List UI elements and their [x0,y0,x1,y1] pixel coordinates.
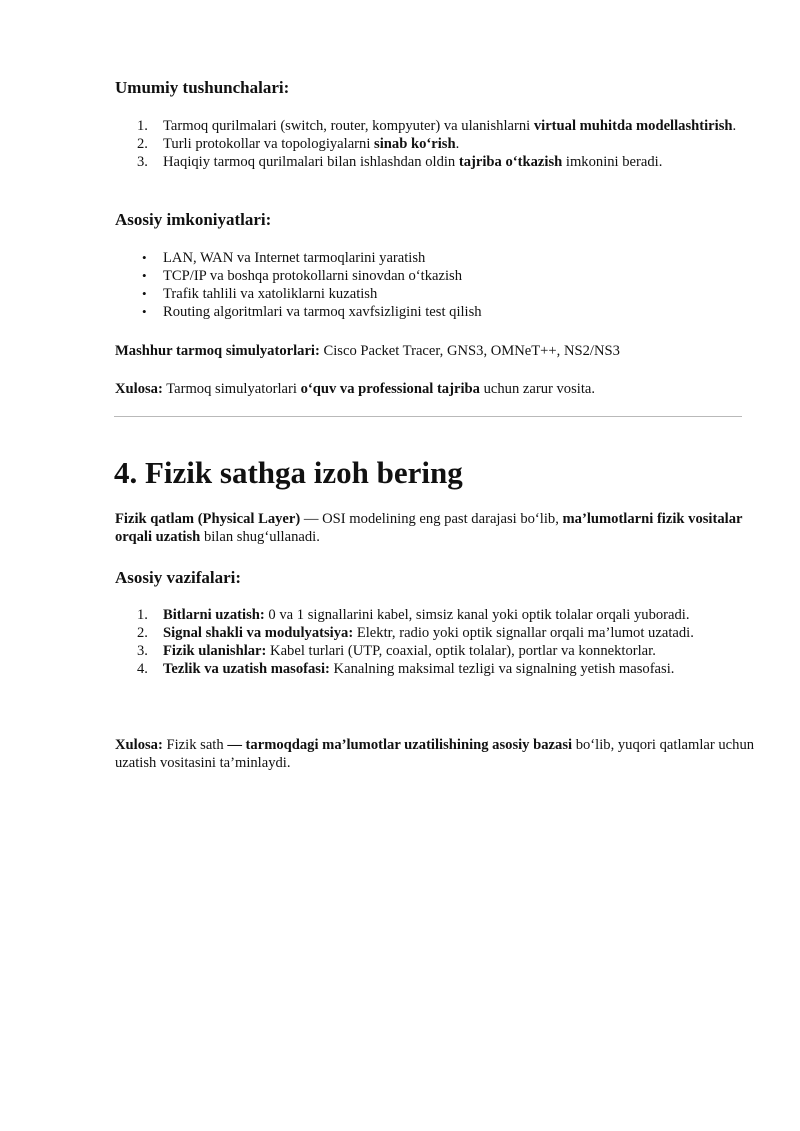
list-item [115,117,755,135]
bullet-text: Trafik tahlili va xatoliklarni kuzatish [163,286,378,302]
intro-bold-term: Fizik qatlam (Physical Layer) [115,511,301,527]
list-text: Haqiqiy tarmoq qurilmalari bilan ishlashdan oldin [163,154,459,170]
horizontal-divider [114,416,742,417]
conclusion-text-end: bo‘lib, yuqori qatlamlar uchun uzatish vositasini ta’minlaydi. [115,737,755,771]
list-text-end: imkonini beradi. [562,154,663,170]
list-item [115,642,755,660]
list-number: 4. [137,661,148,677]
list-text-end: . [455,136,460,152]
list-bold-text: tajriba o‘tkazish [458,154,563,170]
bullet-marker: • [142,286,147,301]
task-text: 0 va 1 signallarini kabel, simsiz kanal yoki optik tolalar orqali yuboradi. [264,607,690,623]
capabilities-list [115,249,755,321]
section-heading-main-tasks: Asosiy vazifalari: [115,568,242,587]
conclusion-label: Xulosa: [115,381,163,397]
list-number: 2. [137,136,148,152]
task-text: Kanalning maksimal tezligi va signalning yetish masofasi. [329,661,675,677]
list-text: Turli protokollar va topologiyalarni [163,136,375,152]
bullet-text: TCP/IP va boshqa protokollarni sinovdan o‘tkazish [163,268,463,284]
intro-text: — OSI modelining eng past darajasi bo‘lib, [300,511,563,527]
conclusion-text-end: uchun zarur vosita. [479,381,596,397]
list-number: 1. [137,118,148,134]
conclusion-text: Fizik sath [162,737,228,753]
task-text: Kabel turlari (UTP, coaxial, optik tolalar), portlar va konnektorlar. [266,643,656,659]
bullet-item [115,303,755,321]
list-number: 3. [137,154,148,170]
list-item [115,606,755,624]
intro-text-end: bilan shug‘ullanadi. [200,529,320,545]
simulators-text: Cisco Packet Tracer, GNS3, OMNeT++, NS2/NS3 [319,343,620,359]
conclusion-text: Tarmoq simulyatorlari [162,381,301,397]
bullet-item [115,267,755,285]
main-tasks-list [115,606,755,678]
list-item [115,135,755,153]
section-heading-general-concepts: Umumiy tushunchalari: [115,78,290,97]
bullet-text: LAN, WAN va Internet tarmoqlarini yaratish [163,250,426,266]
conclusion-label: Xulosa: [115,737,163,753]
task-label: Fizik ulanishlar: [163,643,267,659]
list-item [115,660,755,678]
bullet-marker: • [142,250,147,265]
bullet-marker: • [142,304,147,319]
task-label: Tezlik va uzatish masofasi: [163,661,330,677]
list-number: 1. [137,607,148,623]
task-label: Bitlarni uzatish: [163,607,265,623]
simulators-paragraph [115,342,755,360]
list-text-end: . [732,118,737,134]
list-item [115,624,755,642]
task-text: Elektr, radio yoki optik signallar orqali ma’lumot uzatadi. [353,625,694,641]
physical-layer-intro [115,510,755,546]
list-bold-text: sinab ko‘rish [374,136,456,152]
section-title-physical-layer: 4. Fizik sathga izoh bering [114,455,463,490]
bullet-text: Routing algoritmlari va tarmoq xavfsizligini test qilish [163,304,482,320]
conclusion-bold-text: o‘quv va professional tajriba [300,381,480,397]
task-label: Signal shakli va modulyatsiya: [163,625,354,641]
list-item [115,153,755,171]
list-text: Tarmoq qurilmalari (switch, router, kompyuter) va ulanishlarni [163,118,534,134]
conclusion-paragraph-2 [115,736,755,772]
bullet-item [115,249,755,267]
conclusion-bold-text: — tarmoqdagi ma’lumotlar uzatilishining asosiy bazasi [227,737,573,753]
list-number: 3. [137,643,148,659]
section-heading-capabilities: Asosiy imkoniyatlari: [115,210,272,229]
general-concepts-list [115,117,755,171]
intro-bold-text: ma’lumotlarni fizik vositalar orqali uzatish [115,511,743,545]
simulators-label: Mashhur tarmoq simulyatorlari: [115,343,320,359]
conclusion-paragraph-1 [115,380,755,398]
list-bold-text: virtual muhitda modellashtirish [533,118,733,134]
bullet-item [115,285,755,303]
bullet-marker: • [142,268,147,283]
list-number: 2. [137,625,148,641]
